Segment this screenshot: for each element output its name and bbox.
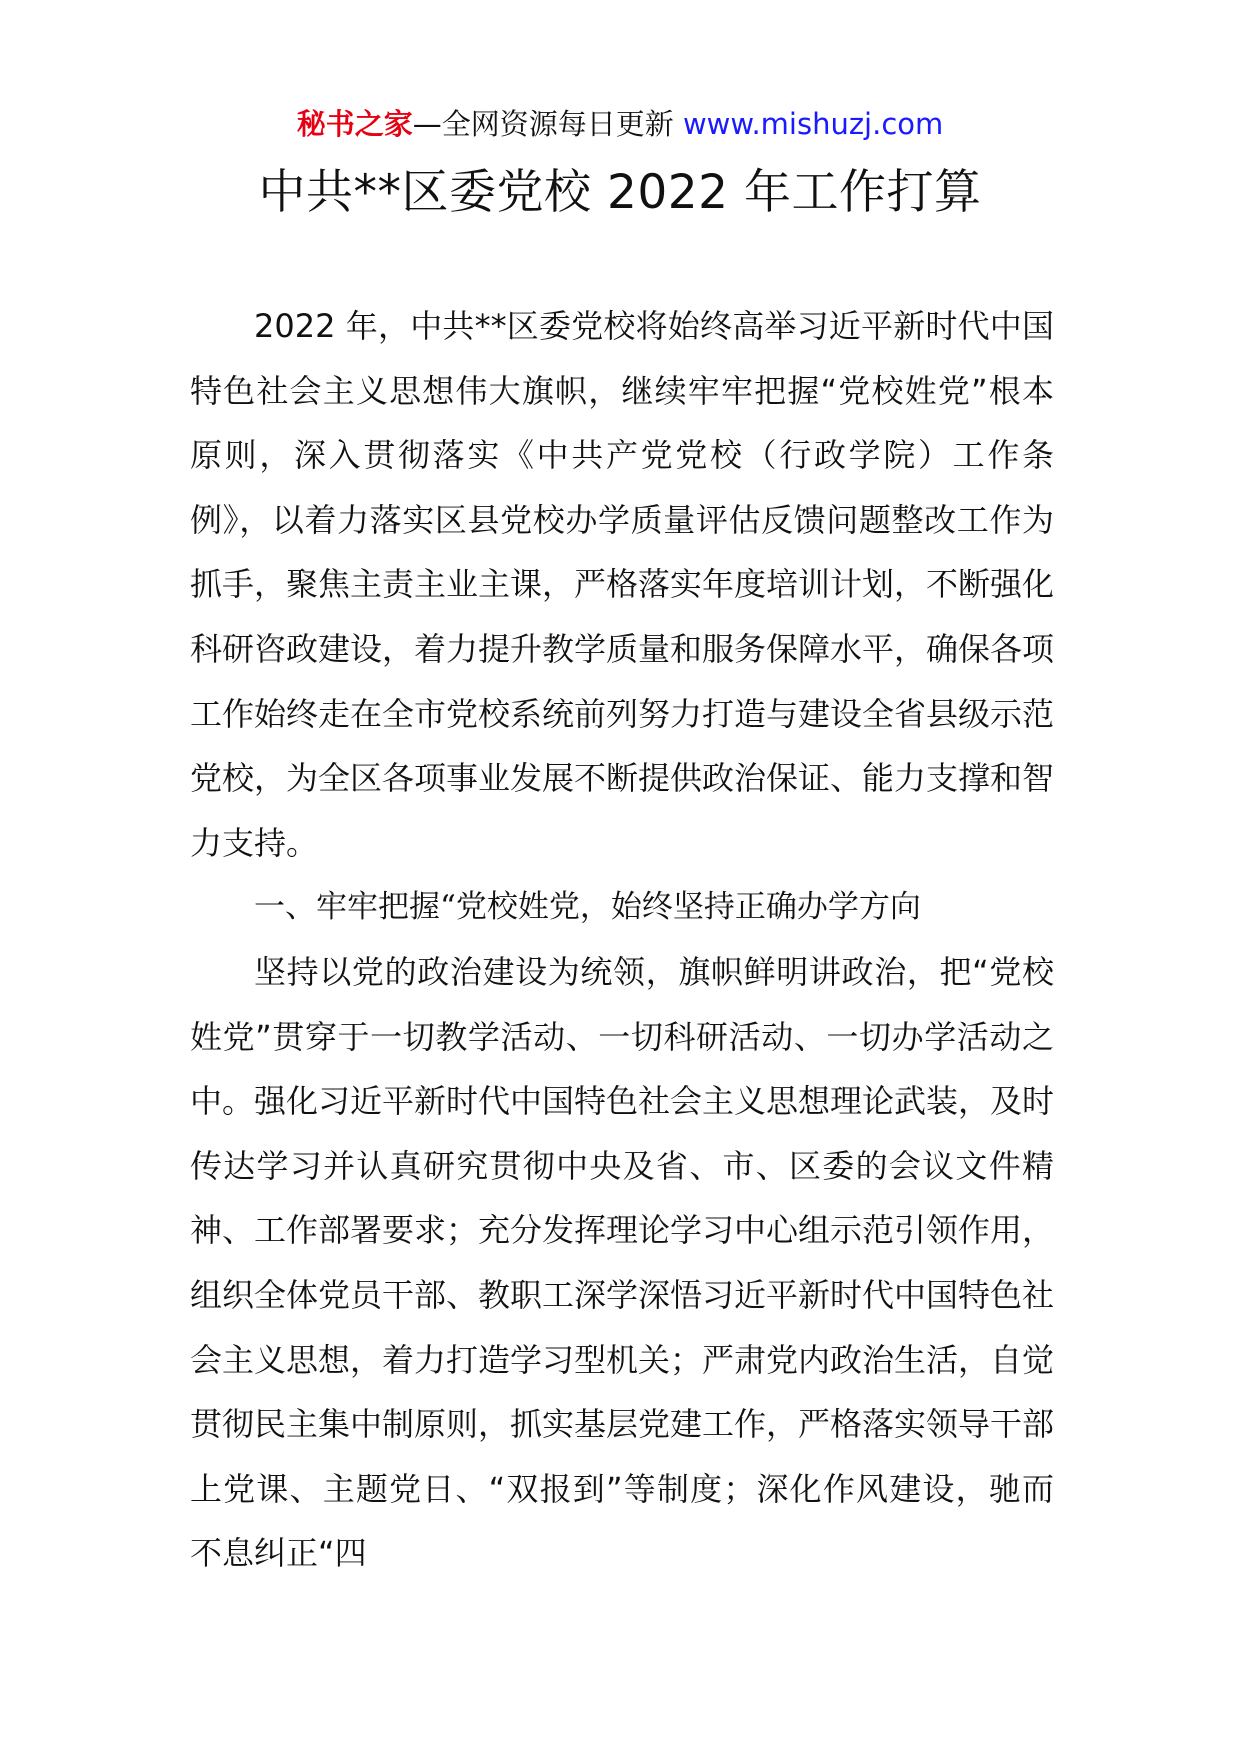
- section-heading-1: 一、牢牢把握“党校姓党，始终坚持正确办学方向: [254, 889, 921, 926]
- section-1-paragraph: 坚持以党的政治建设为统领，旗帜鲜明讲政治，把“党校姓党”贯穿于一切教学活动、一切科研活动、一切办学活动之中。强化习近平新时代中国特色社会主义思想理论武装，及时传达学习并认真研究贯彻中央及省、市、区委的会议文件精神、工作部署要求；充分发挥理论学习中心组示范引领作用，组织全体党员干部、教职工深学深悟习近平新时代中国特色社会主义思想，着力打造学习型机关；严肃党内政治生活，自觉贯彻民主集中制原则，抓实基层党建工作，严格落实领导干部上党课、主题党日、“双报到”等制度；深化作风建设，驰而不息纠正“四: [190, 952, 1055, 1573]
- watermark-brand: 秘书之家: [296, 107, 413, 141]
- intro-paragraph: 2022 年，中共**区委党校将始终高举习近平新时代中国特色社会主义思想伟大旗帜，继续牢牢把握“党校姓党”根本原则，深入贯彻落实《中共产党党校（行政学院）工作条例》，以着力落实区县党校办学质量评估反馈问题整改工作为抓手，聚焦主责主业主课，严格落实年度培训计划，不断强化科研咨政建设，着力提升教学质量和服务保障水平，确保各项工作始终走在全市党校系统前列努力打造与建设全省县级示范党校，为全区各项事业发展不断提供政治保证、能力支撑和智力支持。: [190, 307, 1055, 862]
- watermark-url[interactable]: www.mishuzj.com: [682, 107, 944, 141]
- watermark-slogan: —全网资源每日更新: [412, 107, 674, 141]
- document-title: 中共**区委党校 2022 年工作打算: [258, 165, 982, 220]
- watermark-header: [0, 104, 1240, 144]
- document-body: [190, 294, 1054, 1586]
